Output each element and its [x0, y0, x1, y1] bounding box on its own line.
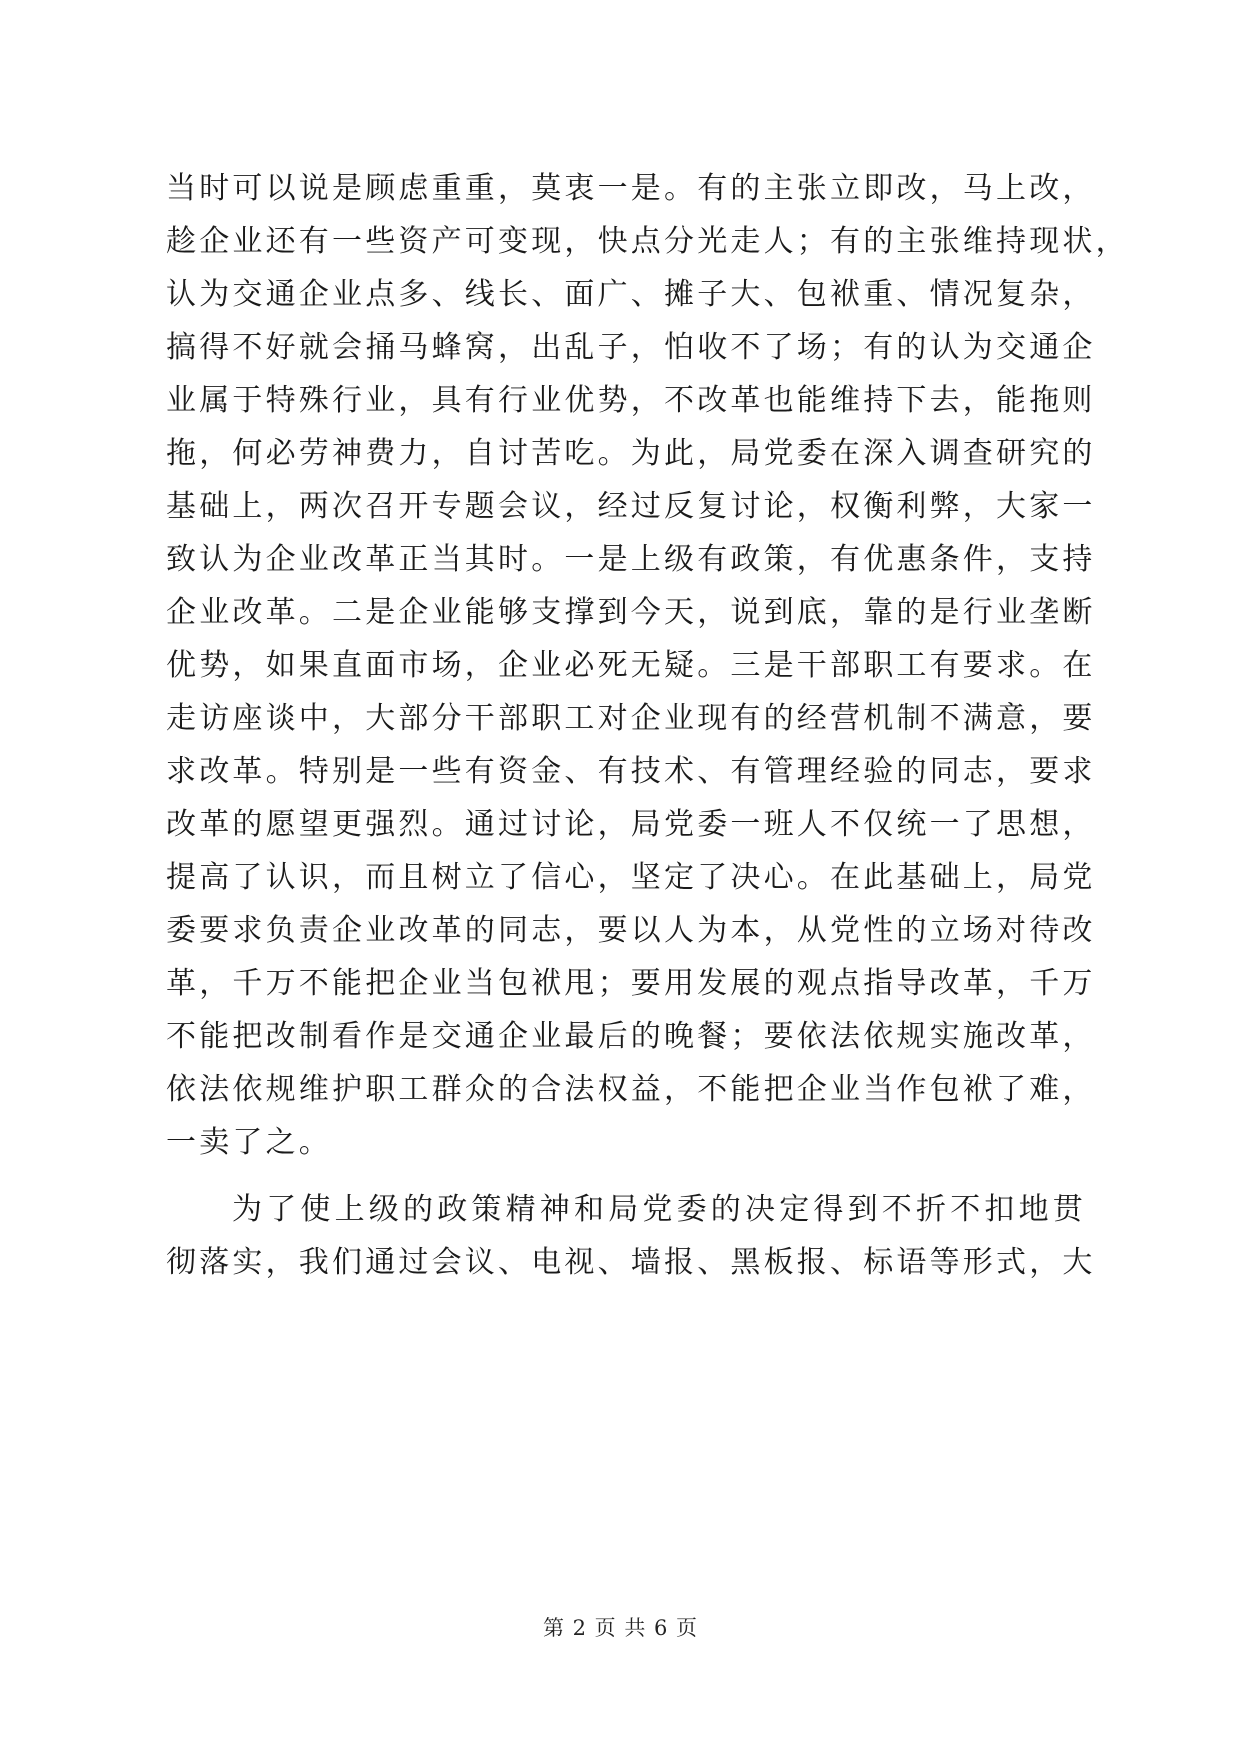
text-line: 依法依规维护职工群众的合法权益，不能把企业当作包袱了难， [166, 1072, 1096, 1107]
text-line: 拖，何必劳神费力，自讨苦吃。为此，局党委在深入调查研究的 [166, 436, 1096, 471]
text-line: 搞得不好就会捅马蜂窝，出乱子，怕收不了场；有的认为交通企 [166, 330, 1096, 365]
text-line: 致认为企业改革正当其时。一是上级有政策，有优惠条件，支持 [166, 542, 1096, 577]
paragraph [166, 162, 1129, 1169]
text-line: 一卖了之。 [166, 1125, 332, 1160]
text-line: 优势，如果直面市场，企业必死无疑。三是干部职工有要求。在 [166, 648, 1096, 683]
text-line: 为了使上级的政策精神和局党委的决定得到不折不扣地贯 [232, 1192, 1086, 1227]
page-number-footer: 第 2 页 共 6 页 [542, 1616, 699, 1640]
document-body [166, 162, 1129, 1289]
text-line: 认为交通企业点多、线长、面广、摊子大、包袱重、情况复杂， [166, 277, 1096, 312]
text-line: 基础上，两次召开专题会议，经过反复讨论，权衡利弊，大家一 [166, 489, 1096, 524]
text-line: 求改革。特别是一些有资金、有技术、有管理经验的同志，要求 [166, 754, 1096, 789]
text-line: 提高了认识，而且树立了信心，坚定了决心。在此基础上，局党 [166, 860, 1096, 895]
text-line: 趁企业还有一些资产可变现，快点分光走人；有的主张维持现状， [166, 224, 1129, 259]
text-line: 不能把改制看作是交通企业最后的晚餐；要依法依规实施改革， [166, 1019, 1096, 1054]
text-line: 革，千万不能把企业当包袱甩；要用发展的观点指导改革，千万 [166, 966, 1096, 1001]
text-line: 走访座谈中，大部分干部职工对企业现有的经营机制不满意，要 [166, 701, 1096, 736]
text-line: 委要求负责企业改革的同志，要以人为本，从党性的立场对待改 [166, 913, 1096, 948]
text-line: 彻落实，我们通过会议、电视、墙报、黑板报、标语等形式，大 [166, 1245, 1096, 1280]
text-line: 当时可以说是顾虑重重，莫衷一是。有的主张立即改，马上改， [166, 171, 1096, 206]
text-line: 业属于特殊行业，具有行业优势，不改革也能维持下去，能拖则 [166, 383, 1096, 418]
text-line: 改革的愿望更强烈。通过讨论，局党委一班人不仅统一了思想， [166, 807, 1096, 842]
paragraph [166, 1183, 1096, 1289]
text-line: 企业改革。二是企业能够支撑到今天，说到底，靠的是行业垄断 [166, 595, 1096, 630]
paragraph-gap [166, 1169, 1086, 1183]
